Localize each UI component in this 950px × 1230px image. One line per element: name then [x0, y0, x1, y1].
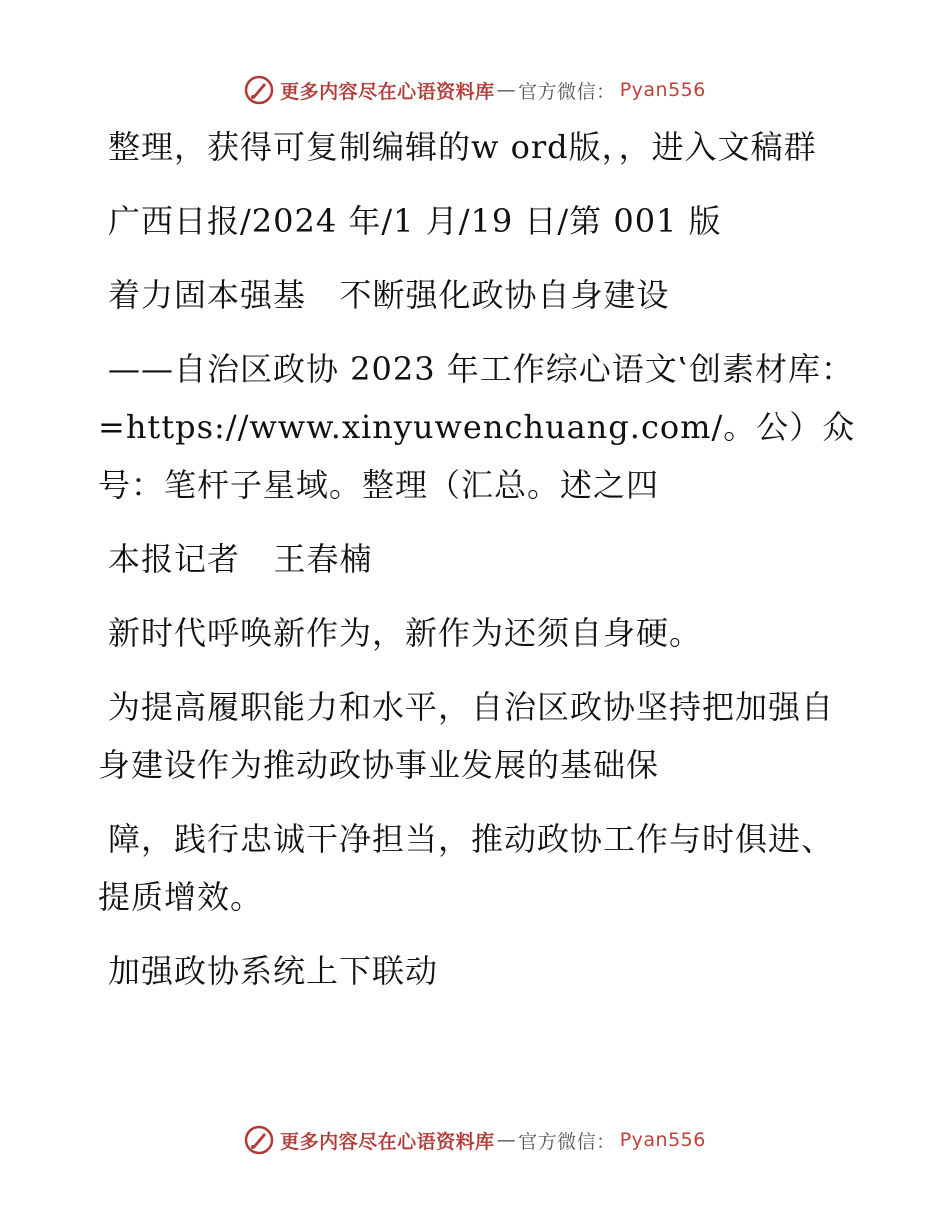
banner-slogan: 更多内容尽在心语资料库 [280, 80, 495, 103]
banner-wechat-label: 官方微信： [518, 80, 616, 103]
banner-separator: — [496, 79, 517, 101]
paragraph-source-line: 广西日报/2024 年/1 月/19 日/第 001 版 [108, 202, 722, 240]
article-subtitle: ——自治区政协 2023 年工作综心语文‛创素材库：=https://www.xinyuwenchuang.com/。公）众号：笔杆子星域。整理（汇总。述之四 [98, 350, 856, 504]
quill-seal-icon [244, 75, 274, 105]
article-title: 着力固本强基 不断强化政协自身建设 [108, 276, 670, 314]
banner-wechat-id: Pyan556 [619, 79, 706, 101]
paragraph-body: 为提高履职能力和水平，自治区政协坚持把加强自身建设作为推动政协事业发展的基础保 [98, 688, 835, 784]
paragraph-body: 新时代呼唤新作为，新作为还须自身硬。 [108, 614, 703, 652]
quill-seal-icon [244, 1125, 274, 1155]
section-heading: 加强政协系统上下联动 [108, 952, 439, 990]
article-byline: 本报记者 王春楠 [108, 540, 373, 578]
document-body [98, 118, 858, 1016]
footer-banner [0, 1120, 950, 1160]
paragraph-intro: 整理，获得可复制编辑的w ord版，，进入文稿群 [108, 128, 817, 166]
banner-slogan: 更多内容尽在心语资料库 [280, 1130, 495, 1153]
banner-wechat-label: 官方微信： [518, 1130, 616, 1153]
banner-separator: — [496, 1129, 517, 1151]
header-banner [0, 70, 950, 110]
banner-wechat-id: Pyan556 [619, 1129, 706, 1151]
paragraph-body: 障，践行忠诚干净担当，推动政协工作与时俱进、提质增效。 [98, 820, 835, 916]
